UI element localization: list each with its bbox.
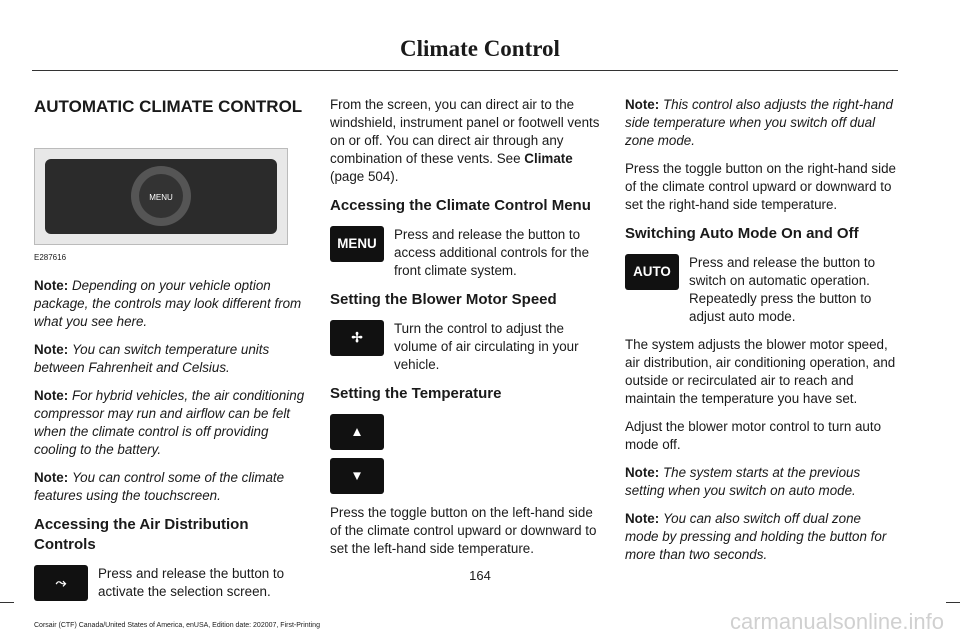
menu-heading: Accessing the Climate Control Menu — [330, 197, 591, 214]
climate-link[interactable]: Climate — [524, 151, 573, 166]
note-2: Note: You can switch temperature units between Fahrenheit and Celsius. — [34, 342, 270, 375]
note-right-hand: Note: This control also adjusts the right-hand side temperature when you switch off dual zone mode. — [625, 97, 893, 148]
auto-paragraph-1: The system adjusts the blower motor speed, air distribution, air conditioning operation, and outside or recirculated air to reach and maintain the temperature you have set. — [625, 337, 896, 406]
climate-panel-illustration — [35, 149, 287, 244]
column-3 — [625, 96, 897, 574]
auto-mode-heading: Switching Auto Mode On and Off — [625, 225, 859, 242]
blower-row — [330, 320, 602, 374]
air-distribution-text: Press and release the button to activate the selection screen. — [98, 566, 285, 599]
column-2 — [330, 96, 602, 568]
intro-paragraph: From the screen, you can direct air to the windshield, instrument panel or footwell vents on or off. You can direct air through any combination of these vents. See Climate (page 504). — [330, 97, 600, 184]
menu-icon: MENU — [330, 226, 384, 262]
watermark: carmanualsonline.info — [729, 609, 944, 634]
air-distribution-heading: Accessing the Air Distribution Controls — [34, 516, 249, 553]
footer-text: Corsair (CTF) Canada/United States of America, enUSA, Edition date: 202007, First-Printing — [34, 622, 320, 629]
menu-row — [330, 226, 602, 280]
right-hand-text: Press the toggle button on the right-hand side of the climate control upward or downward to set the right-hand side temperature. — [625, 161, 896, 212]
temperature-down-icon: ▼ — [330, 458, 384, 494]
note-1: Note: Depending on your vehicle option package, the controls may look different from what you see here. — [34, 278, 302, 329]
svg-text:MENU: MENU — [149, 193, 173, 202]
header-divider — [32, 70, 898, 71]
column-1 — [34, 96, 306, 611]
page-title: Climate Control — [400, 36, 560, 61]
climate-control-panel-image — [34, 148, 288, 245]
temperature-heading: Setting the Temperature — [330, 385, 502, 402]
corner-mark-right — [946, 602, 960, 603]
auto-text: Press and release the button to switch on automatic operation. Repeatedly press the button to adjust auto mode. — [689, 255, 876, 324]
figure-id: E287616 — [34, 253, 67, 262]
note-3: Note: For hybrid vehicles, the air conditioning compressor may run and airflow can be felt when the climate control is off providing cooling to the battery. — [34, 388, 305, 457]
section-heading: AUTOMATIC CLIMATE CONTROL — [34, 97, 303, 116]
note-auto-2: Note: You can also switch off dual zone mode by pressing and holding the button for more than two seconds. — [625, 511, 887, 562]
auto-row — [625, 254, 897, 326]
temperature-up-icon: ▲ — [330, 414, 384, 450]
note-4: Note: You can control some of the climate features using the touchscreen. — [34, 470, 285, 503]
fan-icon: ✢ — [330, 320, 384, 356]
blower-heading: Setting the Blower Motor Speed — [330, 291, 557, 308]
auto-icon: AUTO — [625, 254, 679, 290]
blower-text: Turn the control to adjust the volume of air circulating in your vehicle. — [394, 321, 579, 372]
temperature-text: Press the toggle button on the left-hand side of the climate control upward or downward to set the left-hand side temperature. — [330, 505, 597, 556]
page-number: 164 — [469, 568, 491, 583]
menu-text: Press and release the button to access additional controls for the front climate system. — [394, 227, 590, 278]
corner-mark-left — [0, 602, 14, 603]
note-auto-1: Note: The system starts at the previous setting when you switch on auto mode. — [625, 465, 861, 498]
air-distribution-icon: ⤳ — [34, 565, 88, 601]
auto-paragraph-2: Adjust the blower motor control to turn auto mode off. — [625, 419, 882, 452]
